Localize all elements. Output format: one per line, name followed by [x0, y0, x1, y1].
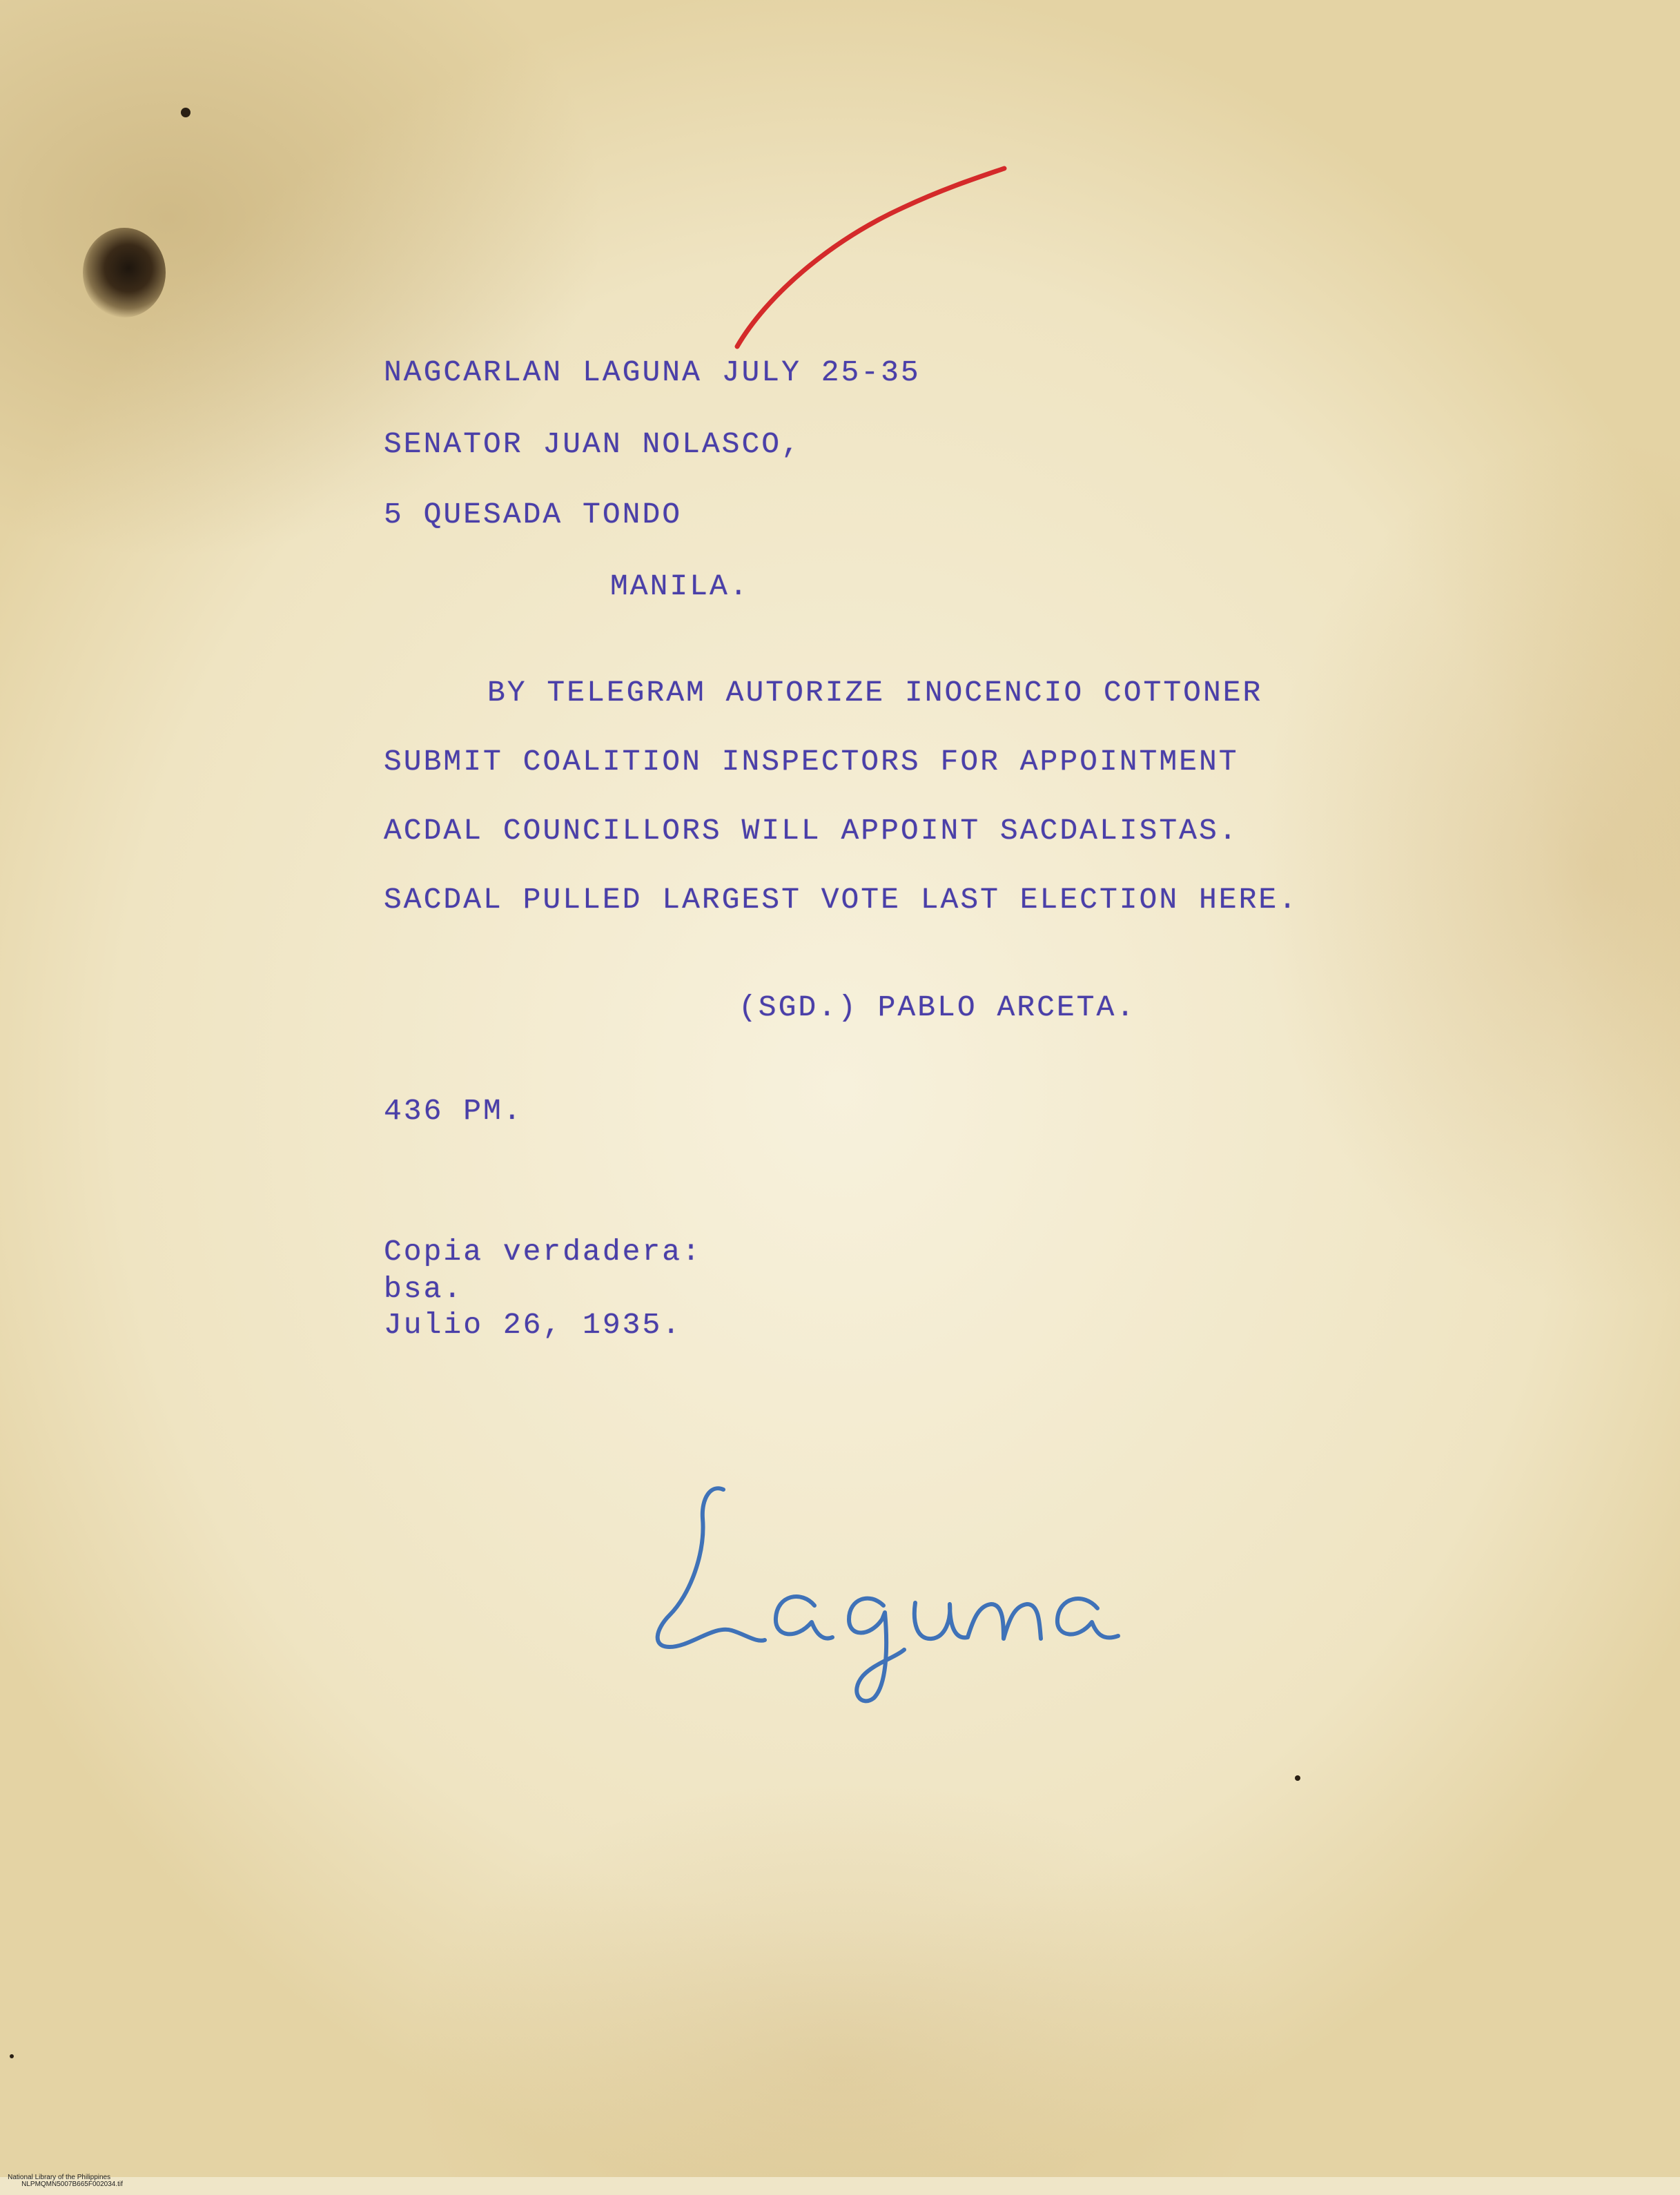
archive-footer	[0, 2167, 123, 2195]
body-line: SUBMIT COALITION INSPECTORS FOR APPOINTMENT	[384, 745, 1239, 779]
body-line: BY TELEGRAM AUTORIZE INOCENCIO COTTONER	[487, 676, 1263, 710]
certification-line: Copia verdadera:	[384, 1235, 702, 1269]
time-stamp: 436 PM.	[384, 1094, 523, 1128]
footer-institution: National Library of the Philippines	[8, 2174, 111, 2181]
addressee-city: MANILA.	[610, 569, 750, 603]
burn-stain	[83, 228, 166, 318]
body-line: SACDAL PULLED LARGEST VOTE LAST ELECTION HERE.	[384, 883, 1298, 917]
body-line: ACDAL COUNCILLORS WILL APPOINT SACDALISTAS.	[384, 814, 1239, 848]
certification-date: Julio 26, 1935.	[384, 1308, 683, 1342]
dateline: NAGCARLAN LAGUNA JULY 25-35	[384, 355, 921, 389]
footer-filename: NLPMQMN5007B665F002034.tif	[21, 2181, 123, 2188]
ink-spot	[10, 2054, 14, 2058]
certification-initials: bsa.	[384, 1272, 464, 1306]
ink-spot	[1295, 1775, 1300, 1781]
addressee-name: SENATOR JUAN NOLASCO,	[384, 427, 801, 461]
addressee-street: 5 QUESADA TONDO	[384, 498, 683, 531]
signature-line: (SGD.) PABLO ARCETA.	[739, 991, 1137, 1024]
ink-spot	[181, 108, 191, 117]
handwritten-laguna	[642, 1477, 1139, 1712]
red-pencil-mark	[725, 159, 1015, 359]
